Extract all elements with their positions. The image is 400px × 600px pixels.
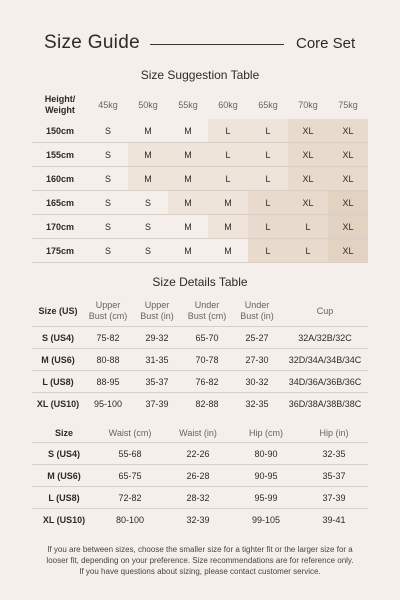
cup-cell: 32A/32B/32C: [282, 327, 368, 349]
height-cell: 150cm: [32, 119, 88, 143]
table-row: [32, 143, 368, 167]
size-cell: M: [168, 167, 208, 191]
value-cell: 32-35: [232, 393, 282, 415]
header-line: Upper: [95, 300, 121, 310]
size-cell: S: [128, 239, 168, 263]
size-cell: XL: [288, 167, 328, 191]
table-row: [32, 191, 368, 215]
header-line: Under: [194, 300, 220, 310]
size-cell: L: [288, 239, 328, 263]
size-cell: S: [88, 143, 128, 167]
table-row: [32, 509, 368, 531]
value-cell: 70-78: [182, 349, 232, 371]
value-cell: 95-100: [84, 393, 132, 415]
table-row: [32, 239, 368, 263]
size-cell: L: [248, 119, 288, 143]
upper-bust-in-header: [132, 296, 182, 327]
size-cell: XL: [328, 167, 368, 191]
size-cell: S: [88, 215, 128, 239]
header-line: Under: [244, 300, 270, 310]
weight-header: 60kg: [218, 100, 238, 110]
value-cell: 65-75: [96, 465, 164, 487]
value-cell: 65-70: [182, 327, 232, 349]
height-cell: 170cm: [32, 215, 88, 239]
value-cell: 35-37: [300, 465, 368, 487]
waist-hip-table: [32, 424, 368, 530]
page-subtitle: Core Set: [296, 35, 356, 52]
footnote-line: looser fit, depending on your preference. Size recommendations are for reference only.: [46, 556, 354, 565]
size-cell: XL: [328, 191, 368, 215]
weight-header: 50kg: [138, 100, 158, 110]
size-cell: XL: [328, 119, 368, 143]
value-cell: 90-95: [232, 465, 300, 487]
value-cell: 30-32: [232, 371, 282, 393]
value-cell: 88-95: [84, 371, 132, 393]
value-cell: 75-82: [84, 327, 132, 349]
size-cell: S: [88, 167, 128, 191]
value-cell: 32-39: [164, 509, 232, 531]
size-cell: S: [88, 191, 128, 215]
details-header-row: [32, 296, 368, 327]
value-cell: 29-32: [132, 327, 182, 349]
value-cell: 37-39: [132, 393, 182, 415]
corner-line2: Weight: [45, 105, 75, 115]
size-cell: XL: [328, 143, 368, 167]
value-cell: 39-41: [300, 509, 368, 531]
size-cell: S: [88, 239, 128, 263]
size-cell: M: [128, 143, 168, 167]
cup-header: Cup: [316, 305, 334, 316]
weight-header: 45kg: [98, 100, 118, 110]
weight-header: 70kg: [298, 100, 318, 110]
value-cell: 80-100: [96, 509, 164, 531]
table-row: [32, 465, 368, 487]
value-cell: 82-88: [182, 393, 232, 415]
value-cell: 80-90: [232, 443, 300, 465]
value-cell: 95-99: [232, 487, 300, 509]
table-row: [32, 119, 368, 143]
size-suggestion-table: [32, 91, 368, 263]
value-cell: 72-82: [96, 487, 164, 509]
height-cell: 160cm: [32, 167, 88, 191]
size-header: Size: [54, 428, 73, 438]
size-cell: M: [208, 239, 248, 263]
hip-cm-header: Hip (cm): [249, 428, 283, 438]
size-cell: L: [248, 143, 288, 167]
size-cell: S: [128, 191, 168, 215]
table-row: [32, 371, 368, 393]
weight-header: 55kg: [178, 100, 198, 110]
cup-cell: 36D/38A/38B/38C: [282, 393, 368, 415]
weight-header: 75kg: [338, 100, 358, 110]
size-cell: XL (US10): [32, 393, 84, 415]
header-line: Bust (cm): [187, 311, 227, 321]
size-cell: L: [248, 191, 288, 215]
height-cell: 165cm: [32, 191, 88, 215]
cup-cell: 32D/34A/34B/34C: [282, 349, 368, 371]
size-cell: S: [88, 119, 128, 143]
size-cell: M: [208, 191, 248, 215]
title-divider: [150, 44, 284, 45]
sizing-footnote: [22, 544, 378, 577]
height-cell: 155cm: [32, 143, 88, 167]
height-cell: 175cm: [32, 239, 88, 263]
waist-in-header: Waist (in): [179, 428, 217, 438]
size-cell: XL: [288, 191, 328, 215]
size-cell: M: [168, 119, 208, 143]
value-cell: 76-82: [182, 371, 232, 393]
size-cell: M: [128, 167, 168, 191]
footnote-line: If you have questions about sizing, please contact customer service.: [79, 567, 321, 576]
table-row: [32, 393, 368, 415]
size-cell: M (US6): [32, 465, 96, 487]
footnote-line: If you are between sizes, choose the smaller size for a tighter fit or the larger size for a: [47, 545, 353, 554]
value-cell: 80-88: [84, 349, 132, 371]
value-cell: 26-28: [164, 465, 232, 487]
size-cell: XL: [328, 239, 368, 263]
size-cell: XL: [288, 119, 328, 143]
value-cell: 37-39: [300, 487, 368, 509]
size-cell: L (US8): [32, 371, 84, 393]
header: [0, 0, 400, 60]
value-cell: 28-32: [164, 487, 232, 509]
size-cell: L: [208, 119, 248, 143]
size-cell: L: [288, 215, 328, 239]
corner-line1: Height/: [44, 94, 76, 104]
header-line: Upper: [144, 300, 170, 310]
value-cell: 25-27: [232, 327, 282, 349]
size-cell: M: [168, 215, 208, 239]
waist-cm-header: Waist (cm): [108, 428, 152, 438]
value-cell: 55-68: [96, 443, 164, 465]
size-cell: L: [248, 215, 288, 239]
size-cell: M: [168, 239, 208, 263]
value-cell: 27-30: [232, 349, 282, 371]
weight-header: 65kg: [258, 100, 278, 110]
height-weight-header: [32, 91, 88, 119]
value-cell: 22-26: [164, 443, 232, 465]
table-row: [32, 349, 368, 371]
table-row: [32, 487, 368, 509]
page-title: Size Guide: [44, 32, 140, 53]
table-row: [32, 215, 368, 239]
size-cell: L: [208, 143, 248, 167]
header-line: Bust (in): [240, 311, 274, 321]
value-cell: 31-35: [132, 349, 182, 371]
value-cell: 35-37: [132, 371, 182, 393]
size-cell: XL: [288, 143, 328, 167]
table-row: [32, 443, 368, 465]
size-cell: M: [168, 143, 208, 167]
details-table-title: Size Details Table: [152, 275, 248, 289]
header-line: Bust (cm): [88, 311, 128, 321]
size-cell: L (US8): [32, 487, 96, 509]
size-details-table: [32, 296, 368, 414]
size-cell: L: [208, 167, 248, 191]
size-cell: M: [208, 215, 248, 239]
under-bust-cm-header: [182, 296, 232, 327]
size-cell: M (US6): [32, 349, 84, 371]
hip-in-header: Hip (in): [319, 428, 349, 438]
table-row: [32, 327, 368, 349]
under-bust-in-header: [232, 296, 282, 327]
cup-cell: 34D/36A/36B/36C: [282, 371, 368, 393]
upper-bust-cm-header: [84, 296, 132, 327]
size-cell: M: [168, 191, 208, 215]
size-cell: S (US4): [32, 327, 84, 349]
value-cell: 99-105: [232, 509, 300, 531]
size-cell: XL: [328, 215, 368, 239]
size-cell: S (US4): [32, 443, 96, 465]
value-cell: 32-35: [300, 443, 368, 465]
size-cell: S: [128, 215, 168, 239]
size-us-header: Size (US): [38, 305, 78, 316]
suggestion-table-title: Size Suggestion Table: [140, 68, 260, 82]
size-cell: XL (US10): [32, 509, 96, 531]
size-cell: L: [248, 239, 288, 263]
table-row: [32, 167, 368, 191]
header-line: Bust (in): [140, 311, 174, 321]
suggestion-header-row: [32, 91, 368, 119]
size-cell: L: [248, 167, 288, 191]
size-cell: M: [128, 119, 168, 143]
details2-header-row: [32, 424, 368, 443]
